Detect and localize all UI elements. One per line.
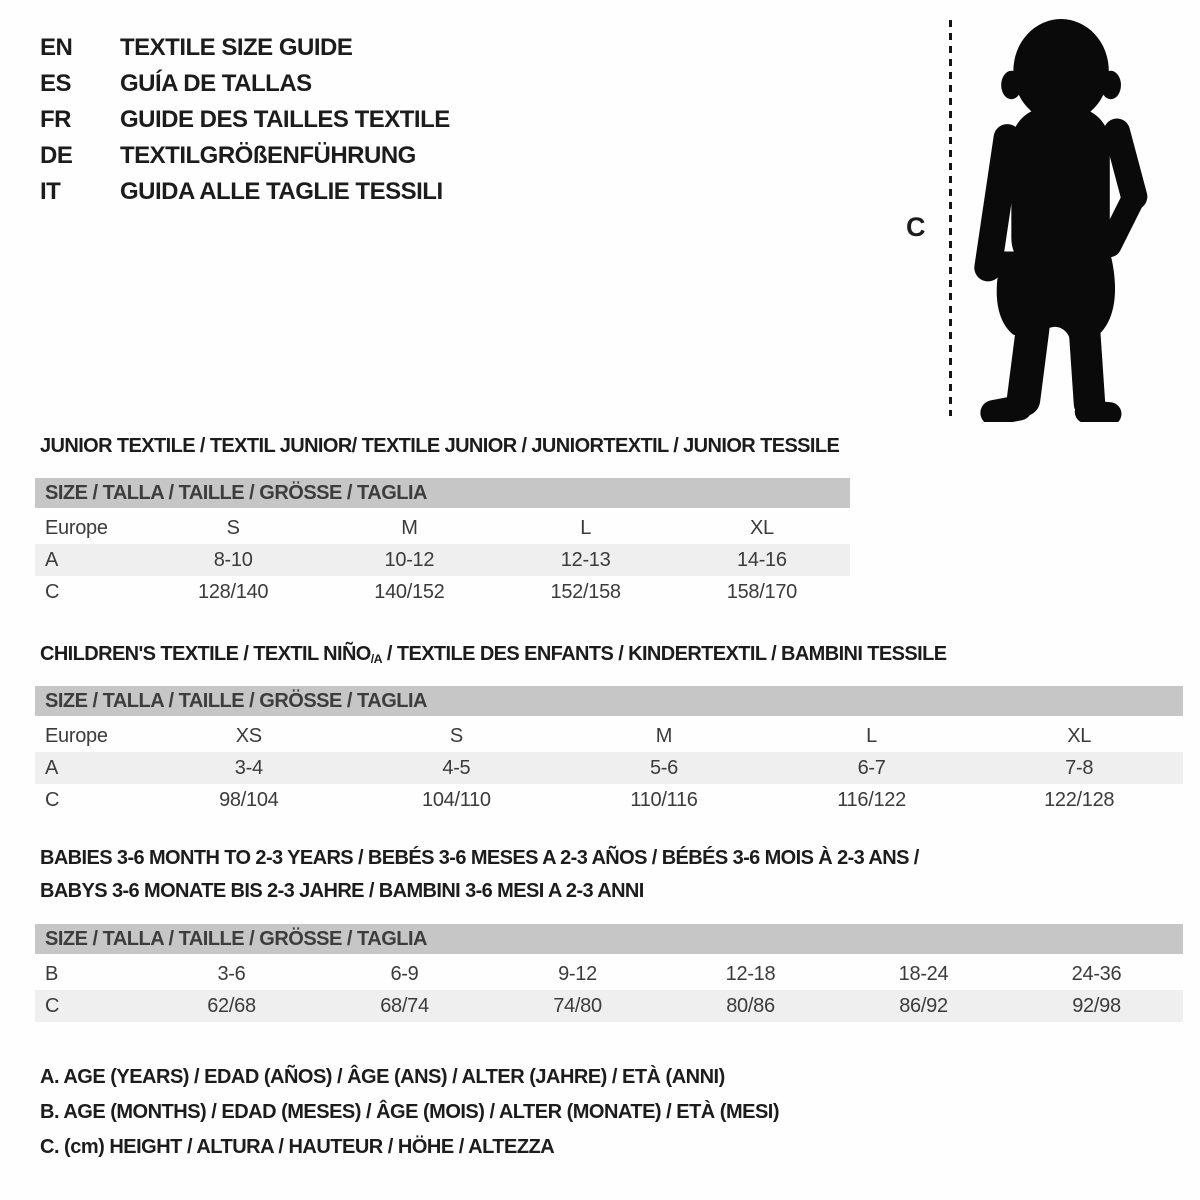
table-row bbox=[35, 784, 1183, 816]
size-value-cell: 14-16 bbox=[737, 549, 787, 571]
language-title: GUIDA ALLE TAGLIE TESSILI bbox=[120, 178, 443, 205]
size-value-cell: 12-18 bbox=[725, 963, 776, 985]
legend-line-b: B. AGE (MONTHS) / EDAD (MESES) / ÂGE (MOIS) / ALTER (MONATE) / ETÀ (MESI) bbox=[40, 1101, 780, 1123]
size-value-cell: 6-9 bbox=[390, 963, 419, 985]
row-label: C bbox=[45, 789, 60, 811]
size-value-cell: 116/122 bbox=[837, 789, 906, 811]
height-measure-dashed-line bbox=[949, 20, 952, 416]
language-title: TEXTILE SIZE GUIDE bbox=[120, 34, 353, 61]
children-size-table bbox=[35, 686, 1183, 816]
row-label: A bbox=[45, 549, 59, 571]
size-value-cell: 3-6 bbox=[217, 963, 246, 985]
size-value-cell: 140/152 bbox=[374, 581, 445, 603]
legend-line-c: C. (cm) HEIGHT / ALTURA / HAUTEUR / HÖHE / ALTEZZA bbox=[40, 1136, 555, 1158]
section-title-children bbox=[40, 638, 946, 673]
size-value-cell: 12-13 bbox=[560, 549, 611, 571]
size-value-cell: 152/158 bbox=[550, 581, 621, 603]
table-row bbox=[35, 544, 850, 576]
section-title-line: CHILDREN'S TEXTILE / TEXTIL NIÑO/A / TEXTILE DES ENFANTS / KINDERTEXTIL / BAMBINI TESSILE bbox=[40, 643, 947, 667]
language-row bbox=[40, 174, 450, 210]
size-value-cell: 92/98 bbox=[1072, 995, 1121, 1017]
table-row bbox=[35, 512, 850, 544]
table-row bbox=[35, 720, 1183, 752]
size-value-cell: S bbox=[449, 725, 463, 747]
size-value-cell: 4-5 bbox=[442, 757, 471, 779]
size-value-cell: 104/110 bbox=[422, 789, 491, 811]
language-row bbox=[40, 66, 450, 102]
language-code: ES bbox=[40, 70, 72, 97]
table-row bbox=[35, 752, 1183, 784]
size-value-cell: 8-10 bbox=[213, 549, 253, 571]
size-value-cell: 6-7 bbox=[857, 757, 886, 779]
row-label: B bbox=[45, 963, 59, 985]
row-label: Europe bbox=[45, 725, 108, 747]
size-value-cell: XS bbox=[235, 725, 262, 747]
legend bbox=[40, 1060, 779, 1165]
height-measure-label: C bbox=[906, 212, 925, 242]
size-value-cell: M bbox=[401, 517, 418, 539]
size-value-cell: 62/68 bbox=[207, 995, 256, 1017]
size-header-band: SIZE / TALLA / TAILLE / GRÖSSE / TAGLIA bbox=[35, 478, 850, 508]
language-row bbox=[40, 138, 450, 174]
language-title: GUIDE DES TAILLES TEXTILE bbox=[120, 106, 450, 133]
size-value-cell: L bbox=[580, 517, 592, 539]
baby-silhouette-icon bbox=[962, 16, 1150, 422]
babies-size-table bbox=[35, 924, 1183, 1022]
language-code: FR bbox=[40, 106, 71, 133]
language-title: GUÍA DE TALLAS bbox=[120, 70, 312, 97]
size-header-band: SIZE / TALLA / TAILLE / GRÖSSE / TAGLIA bbox=[35, 924, 1183, 954]
size-value-cell: 158/170 bbox=[726, 581, 797, 603]
size-header-band: SIZE / TALLA / TAILLE / GRÖSSE / TAGLIA bbox=[35, 686, 1183, 716]
language-code: IT bbox=[40, 178, 61, 205]
language-title-list bbox=[40, 30, 450, 210]
size-value-cell: L bbox=[866, 725, 877, 747]
size-value-cell: 98/104 bbox=[219, 789, 279, 811]
section-title-babies bbox=[40, 842, 919, 908]
junior-size-table bbox=[35, 478, 850, 608]
size-value-cell: S bbox=[226, 517, 240, 539]
size-value-cell: 86/92 bbox=[899, 995, 948, 1017]
language-row bbox=[40, 102, 450, 138]
size-value-cell: 9-12 bbox=[558, 963, 597, 985]
size-value-cell: M bbox=[655, 725, 673, 747]
legend-line-a: A. AGE (YEARS) / EDAD (AÑOS) / ÂGE (ANS) / ALTER (JAHRE) / ETÀ (ANNI) bbox=[40, 1066, 725, 1088]
section-title-line: BABIES 3-6 MONTH TO 2-3 YEARS / BEBÉS 3-6 MESES A 2-3 AÑOS / BÉBÉS 3-6 MOIS À 2-3 ANS / bbox=[40, 847, 919, 869]
language-row bbox=[40, 30, 450, 66]
size-value-cell: XL bbox=[1067, 725, 1092, 747]
size-value-cell: 68/74 bbox=[380, 995, 429, 1017]
size-value-cell: 5-6 bbox=[649, 757, 678, 779]
row-label: C bbox=[45, 581, 60, 603]
size-value-cell: 10-12 bbox=[384, 549, 435, 571]
size-value-cell: 110/116 bbox=[630, 789, 698, 811]
size-value-cell: 74/80 bbox=[553, 995, 602, 1017]
size-value-cell: 128/140 bbox=[198, 581, 269, 603]
size-value-cell: 18-24 bbox=[898, 963, 949, 985]
size-value-cell: XL bbox=[749, 517, 774, 539]
size-value-cell: 24-36 bbox=[1071, 963, 1122, 985]
table-row bbox=[35, 990, 1183, 1022]
language-code: DE bbox=[40, 142, 73, 169]
language-title: TEXTILGRÖßENFÜHRUNG bbox=[120, 142, 416, 169]
size-value-cell: 7-8 bbox=[1065, 757, 1094, 779]
row-label: Europe bbox=[45, 517, 108, 539]
row-label: C bbox=[45, 995, 60, 1017]
section-title-line: JUNIOR TEXTILE / TEXTIL JUNIOR/ TEXTILE JUNIOR / JUNIORTEXTIL / JUNIOR TESSILE bbox=[40, 435, 840, 457]
size-value-cell: 122/128 bbox=[1044, 789, 1115, 811]
section-title-line: BABYS 3-6 MONATE BIS 2-3 JAHRE / BAMBINI 3-6 MESI A 2-3 ANNI bbox=[40, 880, 644, 902]
table-row bbox=[35, 576, 850, 608]
section-title-junior bbox=[40, 430, 839, 463]
size-value-cell: 3-4 bbox=[234, 757, 263, 779]
row-label: A bbox=[45, 757, 59, 779]
table-row bbox=[35, 958, 1183, 990]
size-value-cell: 80/86 bbox=[726, 995, 775, 1017]
language-code: EN bbox=[40, 34, 73, 61]
